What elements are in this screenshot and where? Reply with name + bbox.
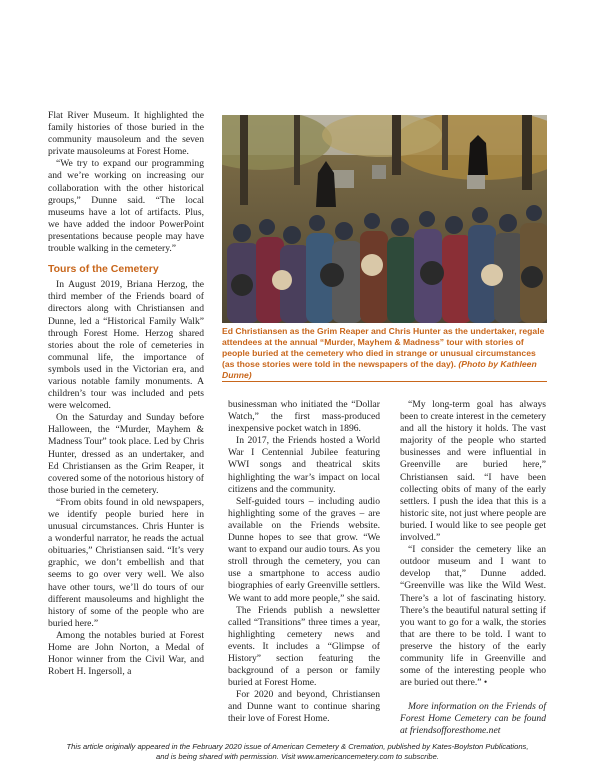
paragraph: “I consider the cemetery like an outdoor museum and I want to develop that,” Dunne added. “Greenville was like the Wild West. There’s a lot of fascinating history. There’s the beautiful natural setting if you want to go for a walk, the stories that are there to be told. I want to preserve the history of the early community life in Greenville and some of the interesting people who are buried out there.” • [400, 544, 546, 689]
paragraph: Among the notables buried at Forest Home are John Norton, a Medal of Honor winner from the Civil War, and Robert H. Ingersoll, a [48, 629, 204, 678]
cemetery-tour-photo [222, 115, 547, 323]
paragraph: The Friends publish a newsletter called “Transitions” three times a year, highlighting cemetery news and events. It includes a “Glimpse of History” section featuring the background of a person or family buried at Forest Home. [228, 604, 380, 689]
article-column-2 [228, 399, 380, 726]
paragraph: businessman who initiated the “Dollar Watch,” the first mass-produced inexpensive pocket watch in 1896. [228, 399, 380, 435]
reprint-notice [40, 742, 555, 762]
paragraph: On the Saturday and Sunday before Halloween, the “Murder, Mayhem & Madness Tour” took place. Led by Chris Hunter, dressed as an undertaker, and Ed Christiansen as the Grim Reaper, it covered some of the notorious history of those buried in the cemetery. [48, 412, 204, 496]
article-column-3 [400, 399, 546, 738]
paragraph: “We try to expand our programming and we’re working on increasing our collaboration with the other historical groups,” Dunne said. “The local museums have a lot of artifacts. Plus, we have added the indoor PowerPoint presentations because people may have trouble walking in the cemetery.” [48, 158, 204, 255]
caption-text: Ed Christiansen as the Grim Reaper and Chris Hunter as the undertaker, regale attendees at the annual “Murder, Mayhem & Madness” tour with stories of people buried at the cemetery who died in strange or unusual circumstances (as those stories were told in the newspapers of the day). [222, 326, 545, 369]
paragraph: Flat River Museum. It highlighted the family histories of those buried in the community mausoleum and the seven private mausoleums at Forest Home. [48, 110, 204, 158]
paragraph: “My long-term goal has always been to create interest in the cemetery and all the history it holds. The vast majority of the people who started businesses and were influential in Greenville are buried here,” Christiansen said. “I have been collecting obits of many of the early settlers. I push the idea that this is a historic site, not just where people are buried. I would like to see people get involved.” [400, 399, 546, 544]
paragraph: “From obits found in old newspapers, we identify people buried here in unusual circumstances. Chris Hunter is a wonderful narrator, he reads the actual obituaries,” Christiansen said. “It’s very graphic, we don’t embellish and that seems to go over very well. We also have other tours, we’ll do tours of our different mausoleums and highlight the history of some of the people who are buried here.” [48, 496, 204, 629]
photo-credit: (Photo by Kathleen Dunne) [222, 358, 537, 380]
caption-divider [222, 381, 547, 382]
article-column-1 [48, 110, 204, 678]
reprint-notice-line-2: and is being shared with permission. Visit www.americancemetery.com to subscribe. [156, 752, 439, 761]
reprint-notice-line-1: This article originally appeared in the February 2020 issue of American Cemetery & Cremation, published by Kates-Boylston Publications, [66, 742, 529, 751]
paragraph: Self-guided tours – including audio highlighting some of the graves – are available on the Friends website. Dunne hopes to see that grow. “We want to expand our audio tours. As you stroll through the cemetery, you can use a smartphone to access audio biographies of early Greenville settlers. We want to add more people,” she said. [228, 495, 380, 604]
closing-note: More information on the Friends of Forest Home Cemetery can be found at friendsofforesthome.net [400, 701, 546, 737]
paragraph: In 2017, the Friends hosted a World War I Centennial Jubilee featuring WWI songs and theatrical skits highlighting the war’s impact on local citizens and the community. [228, 435, 380, 495]
photo-illustration [222, 115, 547, 323]
section-heading: Tours of the Cemetery [48, 263, 159, 276]
photo-caption [222, 326, 547, 381]
paragraph: In August 2019, Briana Herzog, the third member of the Friends board of directors along with Christiansen and Dunne, led a “Historical Family Walk” through Forest Home. Herzog shared stories about the role of cemeteries in communal life, the importance of symbols used in the Victorian era, and various notable family monuments. A children’s tour was included and pets were welcomed. [48, 279, 204, 412]
paragraph: For 2020 and beyond, Christiansen and Dunne want to continue sharing their love of Forest Home. [228, 689, 380, 725]
